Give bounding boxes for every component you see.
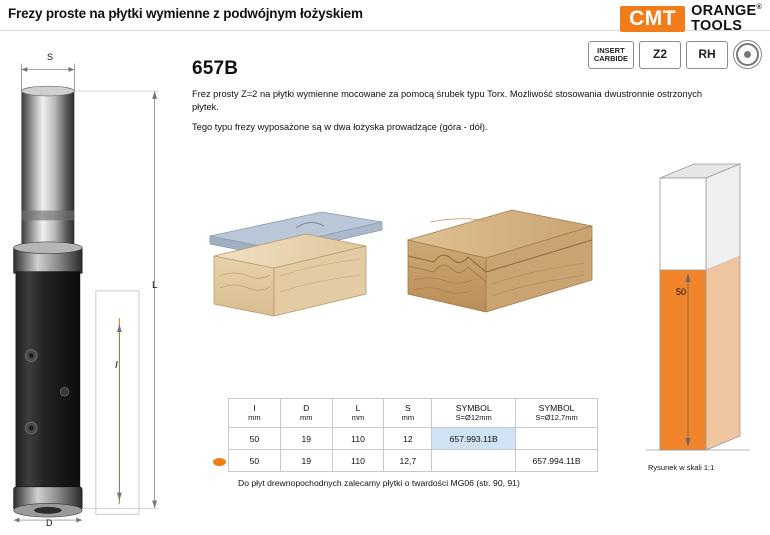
cell-d: 19 (280, 428, 332, 450)
col-header-i-label: I (253, 402, 256, 413)
cell-i: 50 (229, 428, 281, 450)
product-description-line2: Tego typu frezy wyposażone są w dwa łożyska prowadzące (góra - dół). (192, 121, 488, 132)
col-header-symbol-127 (516, 399, 598, 428)
rh-badge (686, 41, 728, 69)
dimension-s-label: S (47, 52, 54, 62)
dimension-d-label: D (46, 518, 53, 528)
product-description (192, 88, 712, 140)
col-header-symbol-127-label: SYMBOL (538, 402, 575, 413)
cell-symbol-12: 657.993.11B (432, 428, 516, 450)
dimension-l-label: L (152, 280, 158, 291)
page-title: Frezy proste na płytki wymienne z podwójnym łożyskiem (8, 6, 363, 21)
insert-carbide-line1: INSERT (597, 45, 625, 55)
col-header-s (384, 399, 432, 428)
product-code: 657B (192, 58, 239, 79)
insert-carbide-badge (588, 41, 634, 69)
cell-l: 110 (332, 428, 384, 450)
col-header-symbol-12 (432, 399, 516, 428)
col-header-symbol-12-unit: S=Ø12mm (455, 412, 492, 422)
scale-dimension-50: 50 (676, 287, 687, 297)
trademark-symbol: ® (756, 4, 762, 12)
table-row[interactable] (229, 450, 598, 472)
z2-badge-label: Z2 (652, 47, 667, 62)
table-row[interactable] (229, 428, 598, 450)
insert-carbide-line2: CARBIDE (593, 53, 628, 63)
bearing-icon (736, 43, 759, 66)
cmt-logo-word1: ORANGE (691, 3, 757, 19)
cell-i: 50 (229, 450, 281, 472)
rh-badge-label: RH (698, 47, 716, 62)
col-header-d-label: D (303, 402, 310, 413)
col-header-symbol-127-unit: S=Ø12,7mm (535, 412, 578, 422)
cmt-logo-word2: TOOLS (691, 17, 743, 34)
cmt-logo-mark: CMT (620, 6, 685, 32)
cell-symbol-127: 657.994.11B (516, 450, 598, 472)
cmt-logo-words (691, 4, 762, 34)
col-header-i (229, 399, 281, 428)
cell-s: 12,7 (384, 450, 432, 472)
application-illustration-groove (400, 200, 600, 320)
bearing-badge (733, 40, 762, 69)
col-header-d-unit: mm (299, 412, 313, 422)
cell-d: 19 (280, 450, 332, 472)
row-marker-icon (213, 458, 226, 466)
cell-s: 12 (384, 428, 432, 450)
cell-symbol-12 (432, 450, 516, 472)
cmt-logo (620, 4, 762, 34)
col-header-symbol-12-label: SYMBOL (455, 402, 492, 413)
col-header-l-label: L (355, 402, 361, 413)
col-header-s-unit: mm (401, 412, 415, 422)
cell-l: 110 (332, 450, 384, 472)
product-description-line1: Frez prosty Z=2 na płytki wymienne mocowane za pomocą śrubek typu Torx. Możliwość stosowania dwustronnie ostrzonych płytek. (192, 89, 703, 113)
table-note: Do płyt drewnopochodnych zalecamy płytki o twardości MG06 (str. 90, 91) (238, 478, 520, 488)
table-header-row (229, 399, 598, 428)
feature-badges (588, 40, 762, 69)
col-header-l-unit: mm (351, 412, 365, 422)
z2-badge (639, 41, 681, 69)
cell-symbol-127 (516, 428, 598, 450)
application-illustration-flush-trim (200, 200, 390, 320)
col-header-d (280, 399, 332, 428)
col-header-l (332, 399, 384, 428)
specifications-table (228, 398, 598, 472)
scale-caption: Rysunek w skali 1:1 (648, 463, 715, 472)
col-header-s-label: S (404, 402, 411, 413)
dimension-i-label: I (115, 360, 118, 371)
scale-drawing (630, 150, 770, 470)
col-header-i-unit: mm (248, 412, 261, 422)
